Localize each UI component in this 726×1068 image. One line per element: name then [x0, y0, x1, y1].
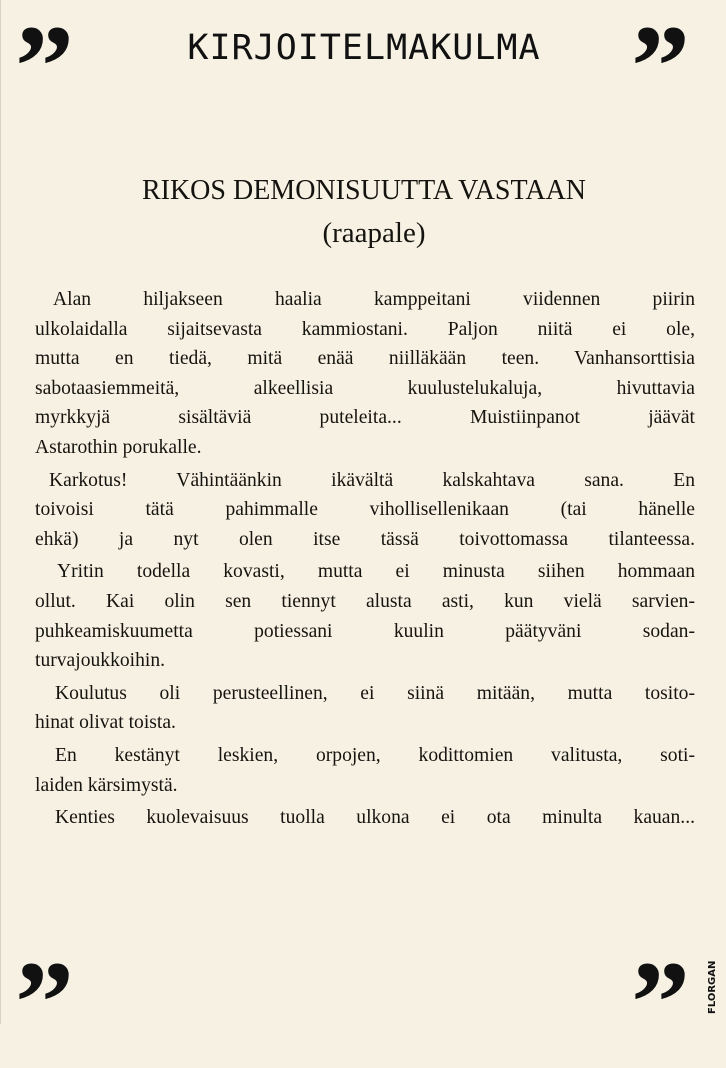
story-line: ulkolaidalla sijaitsevasta kammiostani. Paljon niitä ei ole,	[35, 318, 695, 340]
story-line: puhkeamiskuumetta potiessani kuulin päätyväni sodan-	[35, 620, 695, 642]
story-line: mutta en tiedä, mitä enää niilläkään teen. Vanhansorttisia	[35, 348, 695, 370]
closing-quote-icon-bottom-left: ”	[15, 937, 70, 1068]
story-line: laiden kärsimystä.	[35, 774, 178, 796]
closing-quote-icon-top-right: ”	[631, 1, 686, 132]
story-line: ollut. Kai olin sen tiennyt alusta asti, kun vielä sarvien-	[35, 590, 695, 612]
artist-signature: FLORGAN	[707, 960, 718, 1014]
story-line: hinat olivat toista.	[35, 712, 176, 734]
story-title: RIKOS DEMONISUUTTA VASTAAN	[141, 175, 587, 206]
story-line: Astarothin porukalle.	[35, 436, 202, 458]
story-line: myrkkyjä sisältäviä puteleita... Muistiinpanot jäävät	[35, 407, 695, 429]
story-line: Alan hiljakseen haalia kamppeitani viidennen piirin	[53, 289, 695, 310]
story-body	[35, 285, 695, 833]
story-line: turvajoukkoihin.	[35, 650, 166, 672]
story-line: Koulutus oli perusteellinen, ei siinä mitään, mutta tosito-	[55, 682, 695, 704]
story-line: toivoisi tätä pahimmalle vihollisellenikaan (tai hänelle	[35, 499, 695, 521]
story-line: Kenties kuolevaisuus tuolla ulkona ei ota minulta kauan...	[55, 807, 695, 829]
section-header-title: KIRJOITELMAKULMA	[187, 28, 541, 68]
closing-quote-icon-bottom-right: ”	[631, 937, 686, 1068]
story-subtitle: (raapale)	[322, 217, 426, 249]
story-line: sabotaasiemmeitä, alkeellisia kuulustelukaluja, hivuttavia	[35, 377, 695, 399]
story-line: ehkä) ja nyt olen itse tässä toivottomassa tilanteessa.	[35, 528, 695, 550]
story-line: En kestänyt leskien, orpojen, kodittomien valitusta, soti-	[55, 744, 695, 766]
story-line: Karkotus! Vähintäänkin ikävältä kalskahtava sana. En	[49, 469, 695, 491]
closing-quote-icon-top-left: ”	[15, 1, 70, 132]
story-line: Yritin todella kovasti, mutta ei minusta siihen hommaan	[57, 561, 695, 583]
